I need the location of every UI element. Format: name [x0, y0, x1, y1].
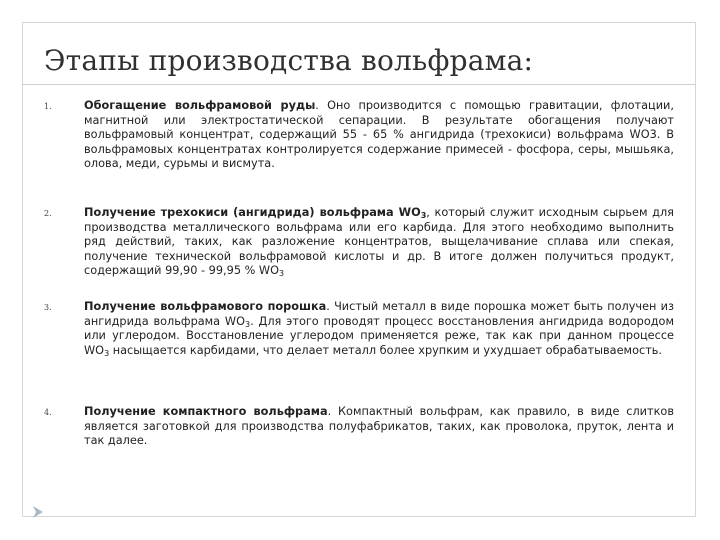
step-heading: Обогащение вольфрамовой руды — [84, 99, 316, 112]
step-heading: Получение вольфрамового порошка — [84, 300, 327, 313]
step-body: . Оно производится с помощью гравитации, флотации, магнитной или электростатической сепарации. В результате обогащения получают вольфрамовый концентрат, содержащий 55 - 65 % ангидрида (трехокиси) вольфрама WO3. В вольфрамовых концентратах контролируется содержание примесей - фосфора, серы, мышьяка, олова, меди, сурьмы и висмута. — [84, 99, 674, 170]
subscript: 3 — [279, 269, 285, 278]
subscript: 3 — [104, 348, 110, 358]
step-number: 4. — [44, 408, 52, 417]
step-heading: Получение компактного вольфрама — [84, 405, 328, 418]
step-item-1 — [44, 99, 674, 206]
step-body: . Для этого проводят процесс восстановления ангидрида водородом или углеродом. Восстановление углеродом применяется реже, так как при данном процессе WO — [84, 314, 674, 357]
step-number: 2. — [44, 209, 52, 218]
steps-list — [44, 99, 674, 449]
step-item-4 — [44, 405, 674, 449]
step-number: 1. — [44, 102, 52, 111]
step-text — [84, 99, 674, 172]
step-number: 3. — [44, 303, 52, 312]
step-body: . Компактный вольфрам, как правило, в виде слитков является заготовкой для производства полуфабрикатов, таких, как проволока, пруток, лента и так далее. — [84, 405, 674, 447]
step-body: насыщается карбидами, что делает металл более хрупким и ухудшает обрабатываемость. — [109, 343, 663, 357]
step-text — [84, 300, 674, 358]
slide-title: Этапы производства вольфрама: — [44, 44, 534, 77]
step-body: , который служит исходным сырьем для производства металлического вольфрама или его карбида. Для этого необходимо выполнить ряд действий, таких, как разложение концентратов, выщелачивание сплава или спекая, получение технической вольфрамовой кислоты и др. В итоге должен получиться продукт, содержащий 99,90 - 99,95 % WO — [84, 206, 674, 277]
title-divider — [22, 84, 696, 85]
step-text — [84, 206, 674, 279]
step-item-2 — [44, 206, 674, 300]
step-body: . Чистый металл в виде порошка может быть получен из ангидрида вольфрама WO — [84, 300, 674, 328]
subscript: 3 — [245, 319, 251, 329]
triangle-pointer-icon — [31, 505, 45, 519]
step-text — [84, 405, 674, 449]
step-heading: Получение трехокиси (ангидрида) вольфрама $WO_3$ — [84, 206, 427, 220]
step-item-3 — [44, 300, 674, 405]
